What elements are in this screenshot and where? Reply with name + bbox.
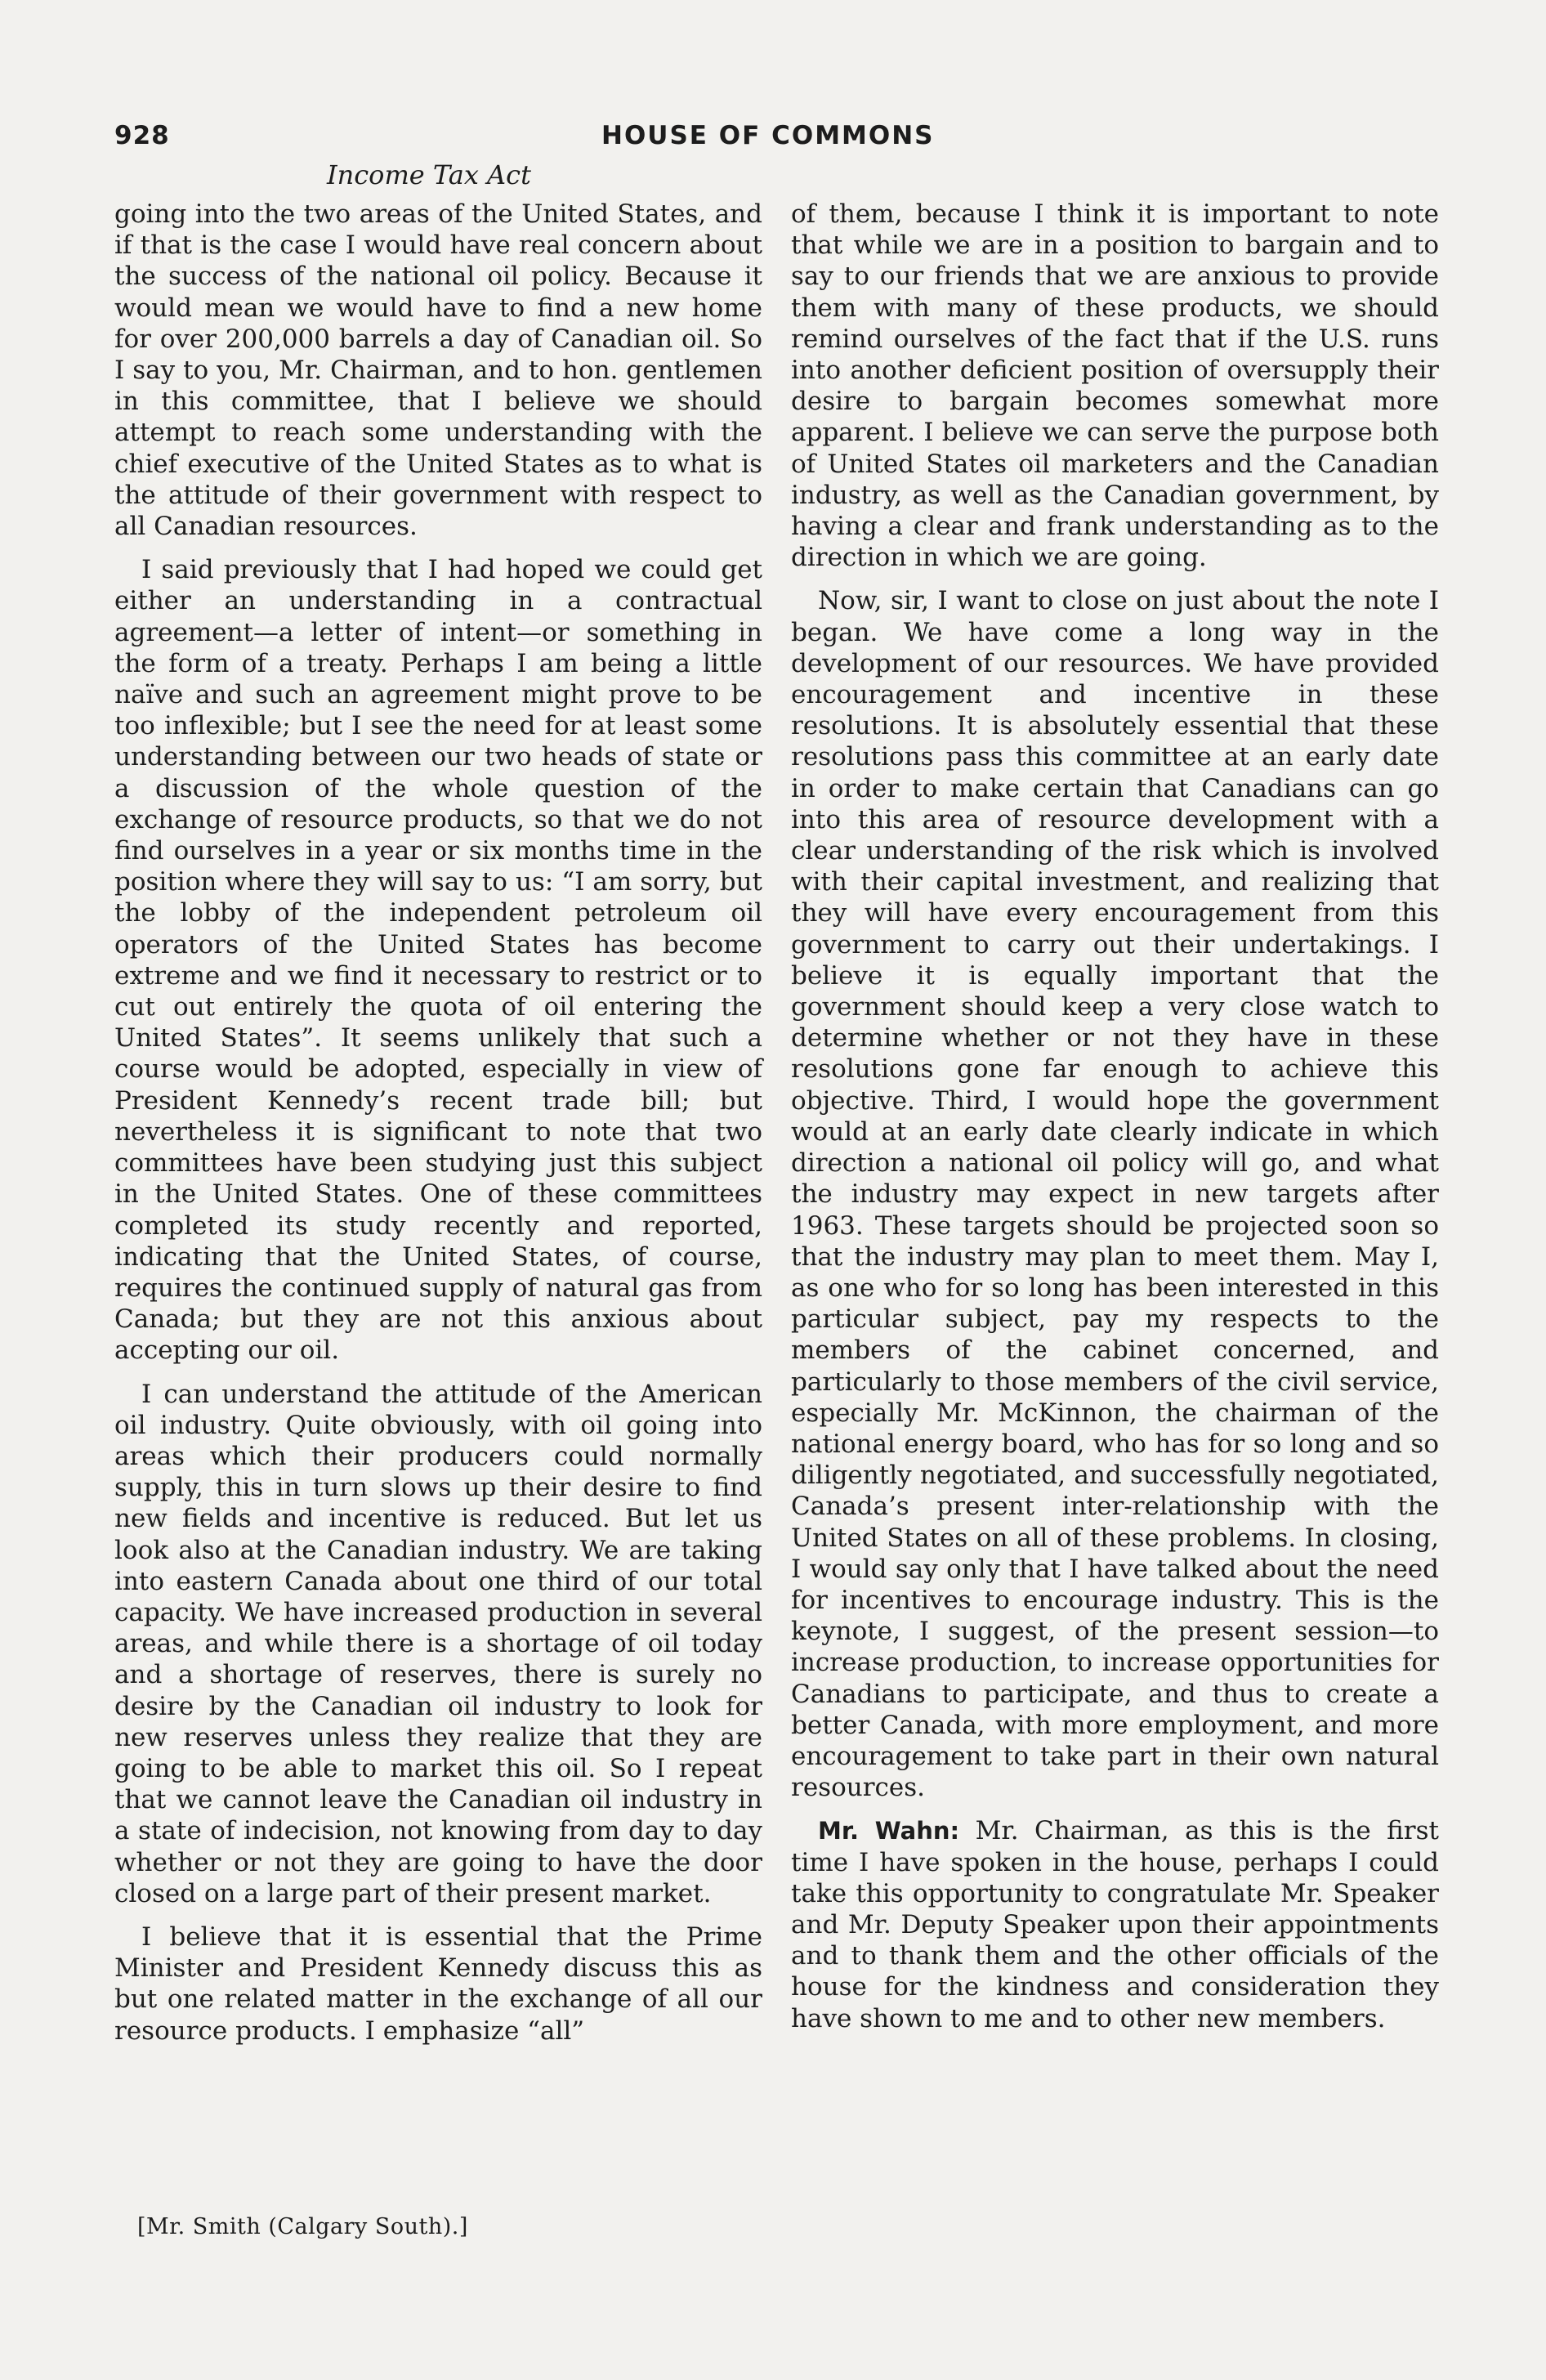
left-column [114,199,762,2059]
paragraph: Now, sir, I want to close on just about the note I began. We have come a long way in the development of our resources. We have provided encouragement and incentive in these resolutions. It is absolutely essential that these resolutions pass this committee at an early date in order to make certain that Canadians can go into this area of resource development with a clear understanding of the risk which is involved with their capital investment, and realizing that they will have every encouragement from this government to carry out their undertakings. I believe it is equally important that the government should keep a very close watch to determine whether or not they have in these resolutions gone far enough to achieve this objective. Third, I would hope the government would at an early date clearly indicate in which direction a national oil policy will go, and what the industry may expect in new targets after 1963. These targets should be projected soon so that the industry may plan to meet them. May I, as one who for so long has been interested in this particular subject, pay my respects to the members of the cabinet concerned, and particularly to those members of the civil service, especially Mr. McKinnon, the chairman of the national energy board, who has for so long and so diligently negotiated, and successfully negotiated, Canada’s present inter-relationship with the United States on all of these problems. In closing, I would say only that I have talked about the need for incentives to encourage industry. This is the keynote, I suggest, of the present session—to increase production, to increase opportunities for Canadians to participate, and thus to create a better Canada, with more employment, and more encouragement to take part in their own natural resources. [791,586,1439,1803]
paragraph: I said previously that I had hoped we could get either an understanding in a contractual agreement—a letter of intent—or something in the form of a treaty. Perhaps I am being a little naïve and such an agreement might prove to be too inflexible; but I see the need for at least some understanding between our two heads of state or a discussion of the whole question of the exchange of resource products, so that we do not find ourselves in a year or six months time in the position where they will say to us: “I am sorry, but the lobby of the independent petroleum oil operators of the United States has become extreme and we find it necessary to restrict or to cut out entirely the quota of oil entering the United States”. It seems unlikely that such a course would be adopted, especially in view of President Kennedy’s recent trade bill; but nevertheless it is significant to note that two committees have been studying just this subject in the United States. One of these committees completed its study recently and reported, indicating that the United States, of course, requires the continued supply of natural gas from Canada; but they are not this anxious about accepting our oil. [114,555,762,1366]
paragraph: I believe that it is essential that the Prime Minister and President Kennedy discuss this as but one related matter in the exchange of all our resource products. I emphasize “all” [114,1921,762,2046]
speaker-name: Mr. Wahn: [818,1817,960,1845]
section-title: Income Tax Act [327,159,531,190]
speech-paragraph [791,1815,1439,2033]
page-number: 928 [114,121,170,150]
paragraph: going into the two areas of the United States, and if that is the case I would have real concern about the success of the national oil policy. Because it would mean we would have to find a new home for over 200,000 barrels a day of Canadian oil. So I say to you, Mr. Chairman, and to hon. gentlemen in this committee, that I believe we should attempt to reach some understanding with the chief executive of the United States as to what is the attitude of their government with respect to all Canadian resources. [114,199,762,542]
paragraph: of them, because I think it is important to note that while we are in a position to bargain and to say to our friends that we are anxious to provide them with many of these products, we should remind ourselves of the fact that if the U.S. runs into another deficient position of oversupply their desire to bargain becomes somewhat more apparent. I believe we can serve the purpose both of United States oil marketers and the Canadian industry, as well as the Canadian government, by having a clear and frank understanding as to the direction in which we are going. [791,199,1439,573]
speech-text: Mr. Chairman, as this is the first time I have spoken in the house, perhaps I could take this opportunity to congratulate Mr. Speaker and Mr. Deputy Speaker upon their appointments and to thank them and the other officials of the house for the kindness and consideration they have shown to me and to other new members. [791,1816,1439,2033]
paragraph: I can understand the attitude of the American oil industry. Quite obviously, with oil going into areas which their producers could normally supply, this in turn slows up their desire to find new fields and incentive is reduced. But let us look also at the Canadian industry. We are taking into eastern Canada about one third of our total capacity. We have increased production in several areas, and while there is a shortage of oil today and a shortage of reserves, there is surely no desire by the Canadian oil industry to look for new reserves unless they realize that they are going to be able to market this oil. So I repeat that we cannot leave the Canadian oil industry in a state of indecision, not knowing from day to day whether or not they are going to have the door closed on a large part of their present market. [114,1379,762,1908]
running-head: HOUSE OF COMMONS [601,121,935,150]
right-column [791,199,1439,2047]
speaker-attribution: [Mr. Smith (Calgary South).] [137,2214,468,2239]
